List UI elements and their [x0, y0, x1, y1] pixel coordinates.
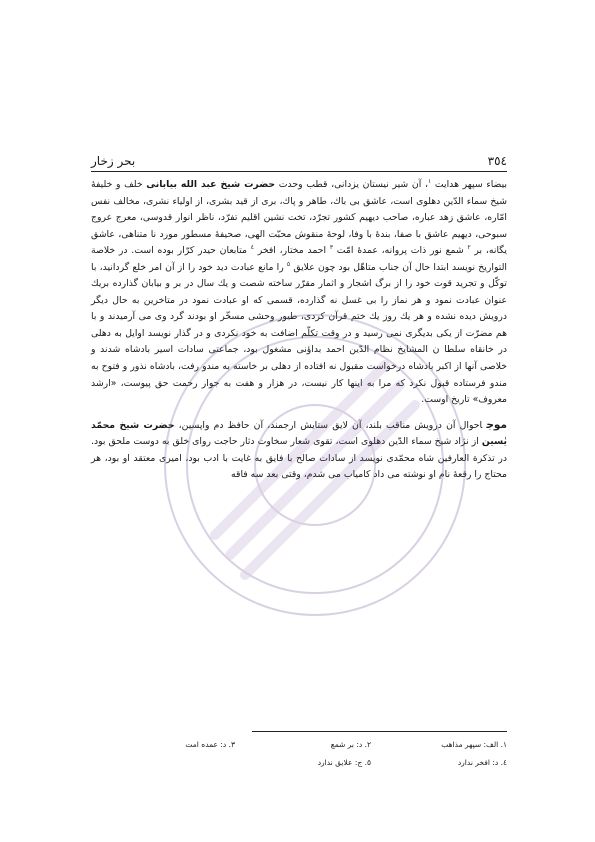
- page-header: [91, 150, 507, 168]
- text-run: احوال آن درویش مناقب بلند، آن لایق ستایش ارجمند، آن حافظ دم واپسین،: [174, 419, 483, 431]
- footnote-marker: ٣: [329, 244, 334, 252]
- bold-name: حضرت شیخ عبد الله بیابانی: [146, 179, 276, 190]
- footnote-5: ٥. ج: علایق ندارد: [317, 757, 371, 767]
- bold-name: حضرت شیخ محمّد یٰسین: [91, 419, 507, 448]
- footnote-marker: ٢: [467, 244, 471, 252]
- footnotes: [91, 735, 507, 771]
- text-run: را مانع عبادت دید خود را از آن امر خلع گردانید، با توکّل و تجرید قوت خود را از برگ اشجار و اثمار مقرّر ساخته شصت و یك سال در بر و بیابان گذارده بریك عنوان عبادت نمود و هر نماز را بی غسل نه گذارده، قسمی که او عبادت نمود در متاخرین به حال دیگر درویش دیده نشده و هر یك روز یك ختم قرآن کردی، طیور وحشی مسخّر او بودند گرد وی می آرمیدند و با هم مضرّت از یکی بدیگری نمی رسید و در وقت تکلّم اضافت به خود نکردی و در گذار نویسد اوایل به دهلی در خانقاه سلطا ن المشایخ نظام الدّین احمد بداؤنی مشغول بود، جماعتی سادات اسیر بادشاه شدند و خلاصی آنها از اکبر بادشاه درخواست مقبول نه افتاده از دهلی بر خاسته به مندو رفت، بادشاه نذور و فتوح به مندو فرستاده قبول نکرد که مرا به اینها کار نیست، در هزار و هفت به جوار رحمت حق پیوست، «ارشد معروف» تاریخ اوست.: [91, 261, 507, 406]
- body-text: [91, 177, 507, 484]
- footnote-rule: [252, 731, 507, 732]
- footnote-4: ٤. د: افخر ندارد: [457, 757, 507, 767]
- footnote-row: [91, 735, 507, 753]
- running-title: بحر زخار: [91, 154, 136, 168]
- text-run: احمد مختار، افخر: [253, 245, 330, 257]
- text-run: متابعان حیدر کرّار بوده است. در خلاصة التواریخ نویسد ابتدا حال آن جناب متاهّل بود چون علایق: [91, 245, 507, 273]
- page-number: ٣٥٤: [487, 154, 507, 168]
- footnote-marker: ٥: [286, 260, 291, 268]
- footnote-2: ٢. د: بر شمع: [330, 739, 371, 749]
- text-run: ، آن شیر نیستان یزدانی، قطب وحدت: [275, 179, 428, 190]
- paragraph-2: [91, 417, 507, 484]
- paragraph-1: [91, 177, 507, 409]
- header-rule: [91, 171, 507, 172]
- paragraph-lead-word: موج: [486, 418, 507, 431]
- footnote-row: [91, 753, 507, 771]
- text-run: شمع نور ذات پروانه، عمدهٔ امّت: [333, 245, 468, 257]
- text-run: خلف و خلیفهٔ شیخ سماء الدّین دهلوی است، عاشق بی باك، طاهر و پاك، بری از قید بشری، از اولیاء نشری، مخالف نفس امّاره، عاشق زهد عباره، صاحب دیهیم کشور تجرّد، تخت نشین اقلیم تفرّد، ناظر انوار قدوسی، معرج عروج سبوحی، دیهیم عاشق با صفا، بندهٔ با وفا، لوحهٔ منقوش محبّت الهی، صحیفهٔ مسطور مورد نا متناهی، عاشق یگانه، بر: [91, 179, 507, 257]
- text-run: بیضاء سپهر هدایت: [431, 179, 507, 190]
- text-run: از نژاد شیخ سماء الدّین دهلوی است، تقوی شعار سخاوت دثار حاجت روای خلق به دوست ملحق بود. در تذکرة العارفین شاه محمّدی نویسد از سادات صالح با فایق به غایت با ادب بود، امیری معتقد او بود، هر محتاج را رقعهٔ نام او نوشته می داد کامیاب می شدم، وقتی بعد سه فاقه: [91, 436, 507, 481]
- footnote-1: ١. الف: سپهر مذاهب: [441, 739, 507, 749]
- footnote-marker: ١: [427, 177, 432, 185]
- footnote-3: ٣. د: عمده امت: [185, 739, 235, 749]
- footnote-marker: ٤: [250, 244, 254, 252]
